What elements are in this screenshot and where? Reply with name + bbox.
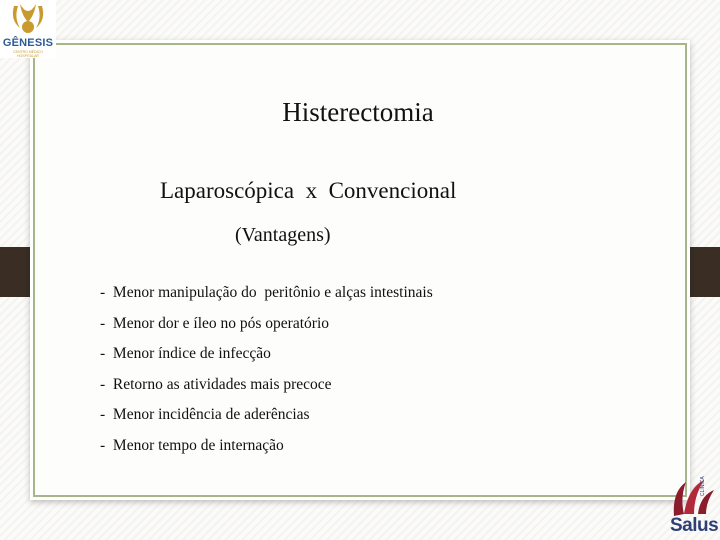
list-item: - Menor tempo de internação [100,436,284,454]
list-item: - Retorno as atividades mais precoce [100,375,332,393]
slide-title [0,97,720,128]
genesis-logo-tagline: CENTRO MÉDICO HOSPITALAR [13,50,43,58]
list-item: - Menor dor e íleo no pós operatório [100,314,329,332]
salus-logo-name: Salus [670,515,719,536]
genesis-logo-name: GÊNESIS [2,37,54,49]
slide-subtitle: Laparoscópica x Convencional [160,178,457,203]
genesis-emblem-icon [0,0,56,40]
genesis-logo [0,0,56,58]
advantages-list [100,284,433,467]
slide-title-text: Histerectomia [282,97,434,127]
list-item: - Menor índice de infecção [100,345,271,362]
salus-logo-tagline: CLÍNICA [700,476,706,496]
list-item: - Menor manipulação do peritônio e alças intestinais [100,284,433,301]
slide-subtitle-vantagens: (Vantagens) [235,224,331,246]
list-item: - Menor incidência de aderências [100,406,310,423]
salus-emblem-icon [668,474,720,518]
